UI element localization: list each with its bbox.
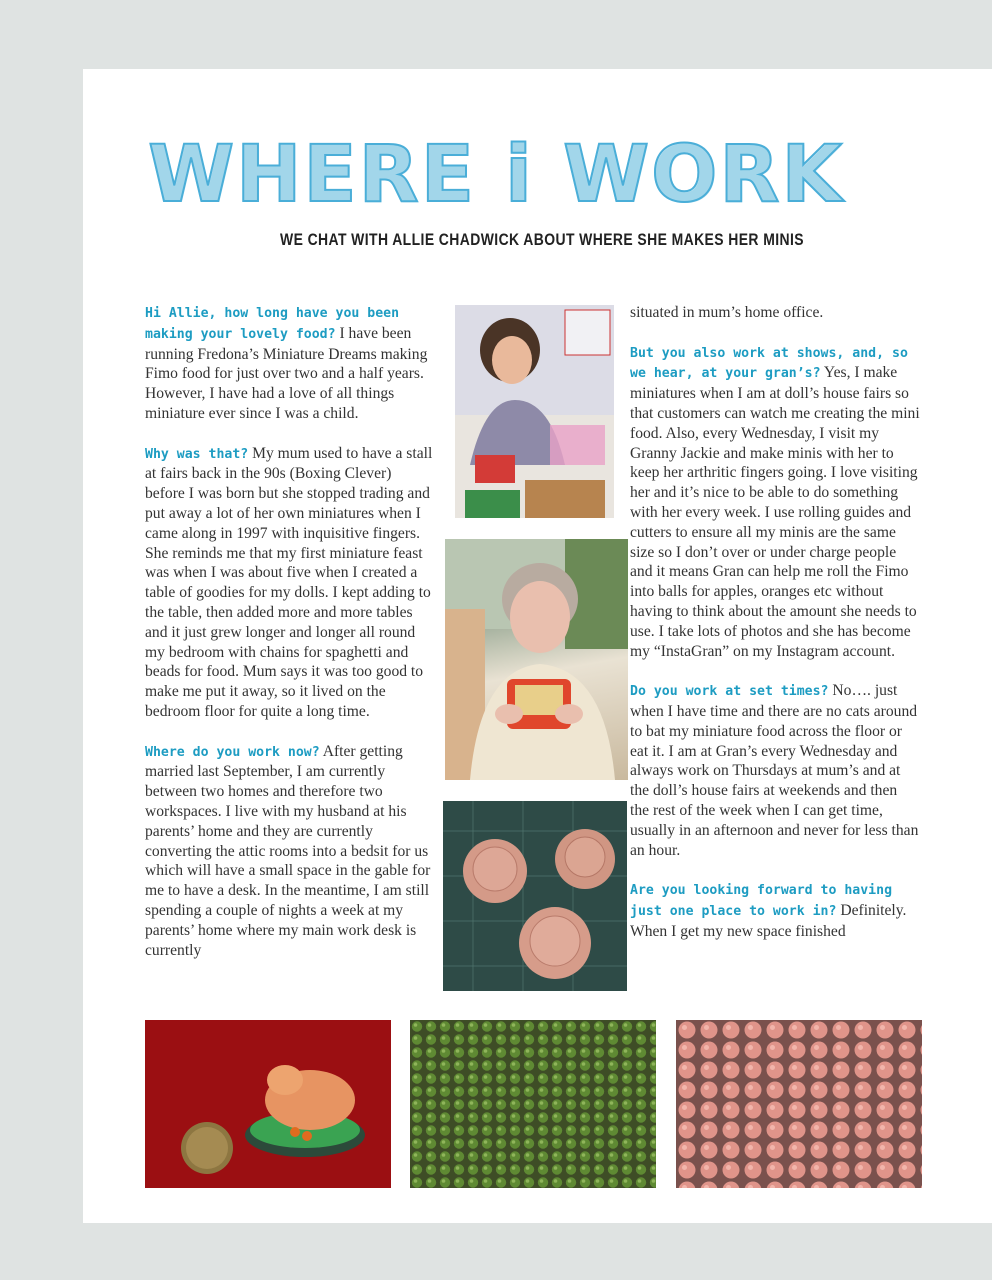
- answer: After getting married last September, I am currently between two homes and therefore two workspaces. I live with my husband at his parents’ home and they are currently converting the attic rooms into a bedsit for us which will have a small space in the gable for me to have a desk. In the meantime, I am still spending a couple of nights a week at my parents’ home where my main work desk is currently: [145, 742, 431, 959]
- paragraph-where-now: [145, 742, 435, 961]
- article-column-right: [630, 303, 920, 942]
- answer: My mum used to have a stall at fairs back in the 90s (Boxing Clever) before I was born but she stopped trading and put away a lot of her own miniatures when I came along in 1997 with inquisitive fingers. She reminds me that my first miniature feast was when I was about five when I created a table of goodies for my dolls. I kept adding to the table, then added more and more tables and it just grew longer and longer all round my bedroom with chains for spaghetti and beads for food. Mum says it was too good to make me put it away, so it lived on the bedroom floor for quite a long time.: [145, 444, 433, 720]
- paragraph-shows: [630, 343, 920, 662]
- question: Where do you work now?: [145, 744, 320, 760]
- paragraph-intro: [145, 303, 435, 424]
- paragraph-why: [145, 444, 435, 722]
- paragraph-set-times: [630, 681, 920, 860]
- question: Why was that?: [145, 446, 249, 462]
- answer: I have been running Fredona’s Miniature Dreams making Fimo food for just over two and a half years. However, I have had a love of all things miniature ever since I was a child.: [145, 324, 428, 422]
- question: Hi Allie, how long have you been making your lovely food?: [145, 306, 400, 342]
- photo-mini-pink-balls: [676, 1020, 922, 1188]
- photo-mini-peas: [410, 1020, 656, 1188]
- question: Are you looking forward to having just one place to work in?: [630, 883, 893, 919]
- photo-gran-with-food: [445, 539, 628, 780]
- photo-clay-molds: [443, 801, 627, 991]
- question: But you also work at shows, and, so we hear, at your gran’s?: [630, 345, 908, 382]
- page-subtitle: WE CHAT WITH ALLIE CHADWICK ABOUT WHERE SHE MAKES HER MINIS: [280, 230, 804, 249]
- question: Do you work at set times?: [630, 684, 829, 700]
- paragraph-one-place: [630, 880, 920, 941]
- answer: Yes, I make miniatures when I am at doll’s house fairs so that customers can watch me creating the mini food. Also, every Wednesday, I visit my Granny Jackie and make minis with her to keep her arthritic fingers going. I love visiting her and it’s nice to be able to do something with her every week. I use rolling guides and cutters to ensure all my minis are the same size so I don’t over or under charge people and it means Gran can help me roll the Fimo into balls for apples, oranges etc without having to think about the amount she needs to use. I take lots of photos and she has become my “InstaGran” on my Instagram account.: [630, 364, 920, 660]
- photo-allie-at-desk: [455, 305, 614, 518]
- answer: No…. just when I have time and there are no cats around to bat my miniature food across the floor or eat it. I am at Gran’s every Wednesday and always work on Thursdays at mum’s and at the doll’s house fairs at weekends and then the rest of the week when I can get time, usually in an afternoon and never for less than an hour.: [630, 682, 919, 859]
- answer: Definitely. When I get my new space finished: [630, 901, 907, 940]
- page-title: WHERE i WORK: [148, 130, 844, 220]
- paragraph-continued: situated in mum’s home office.: [630, 304, 824, 321]
- article-column-left: [145, 303, 435, 960]
- photo-mini-roast-pig: [145, 1020, 391, 1188]
